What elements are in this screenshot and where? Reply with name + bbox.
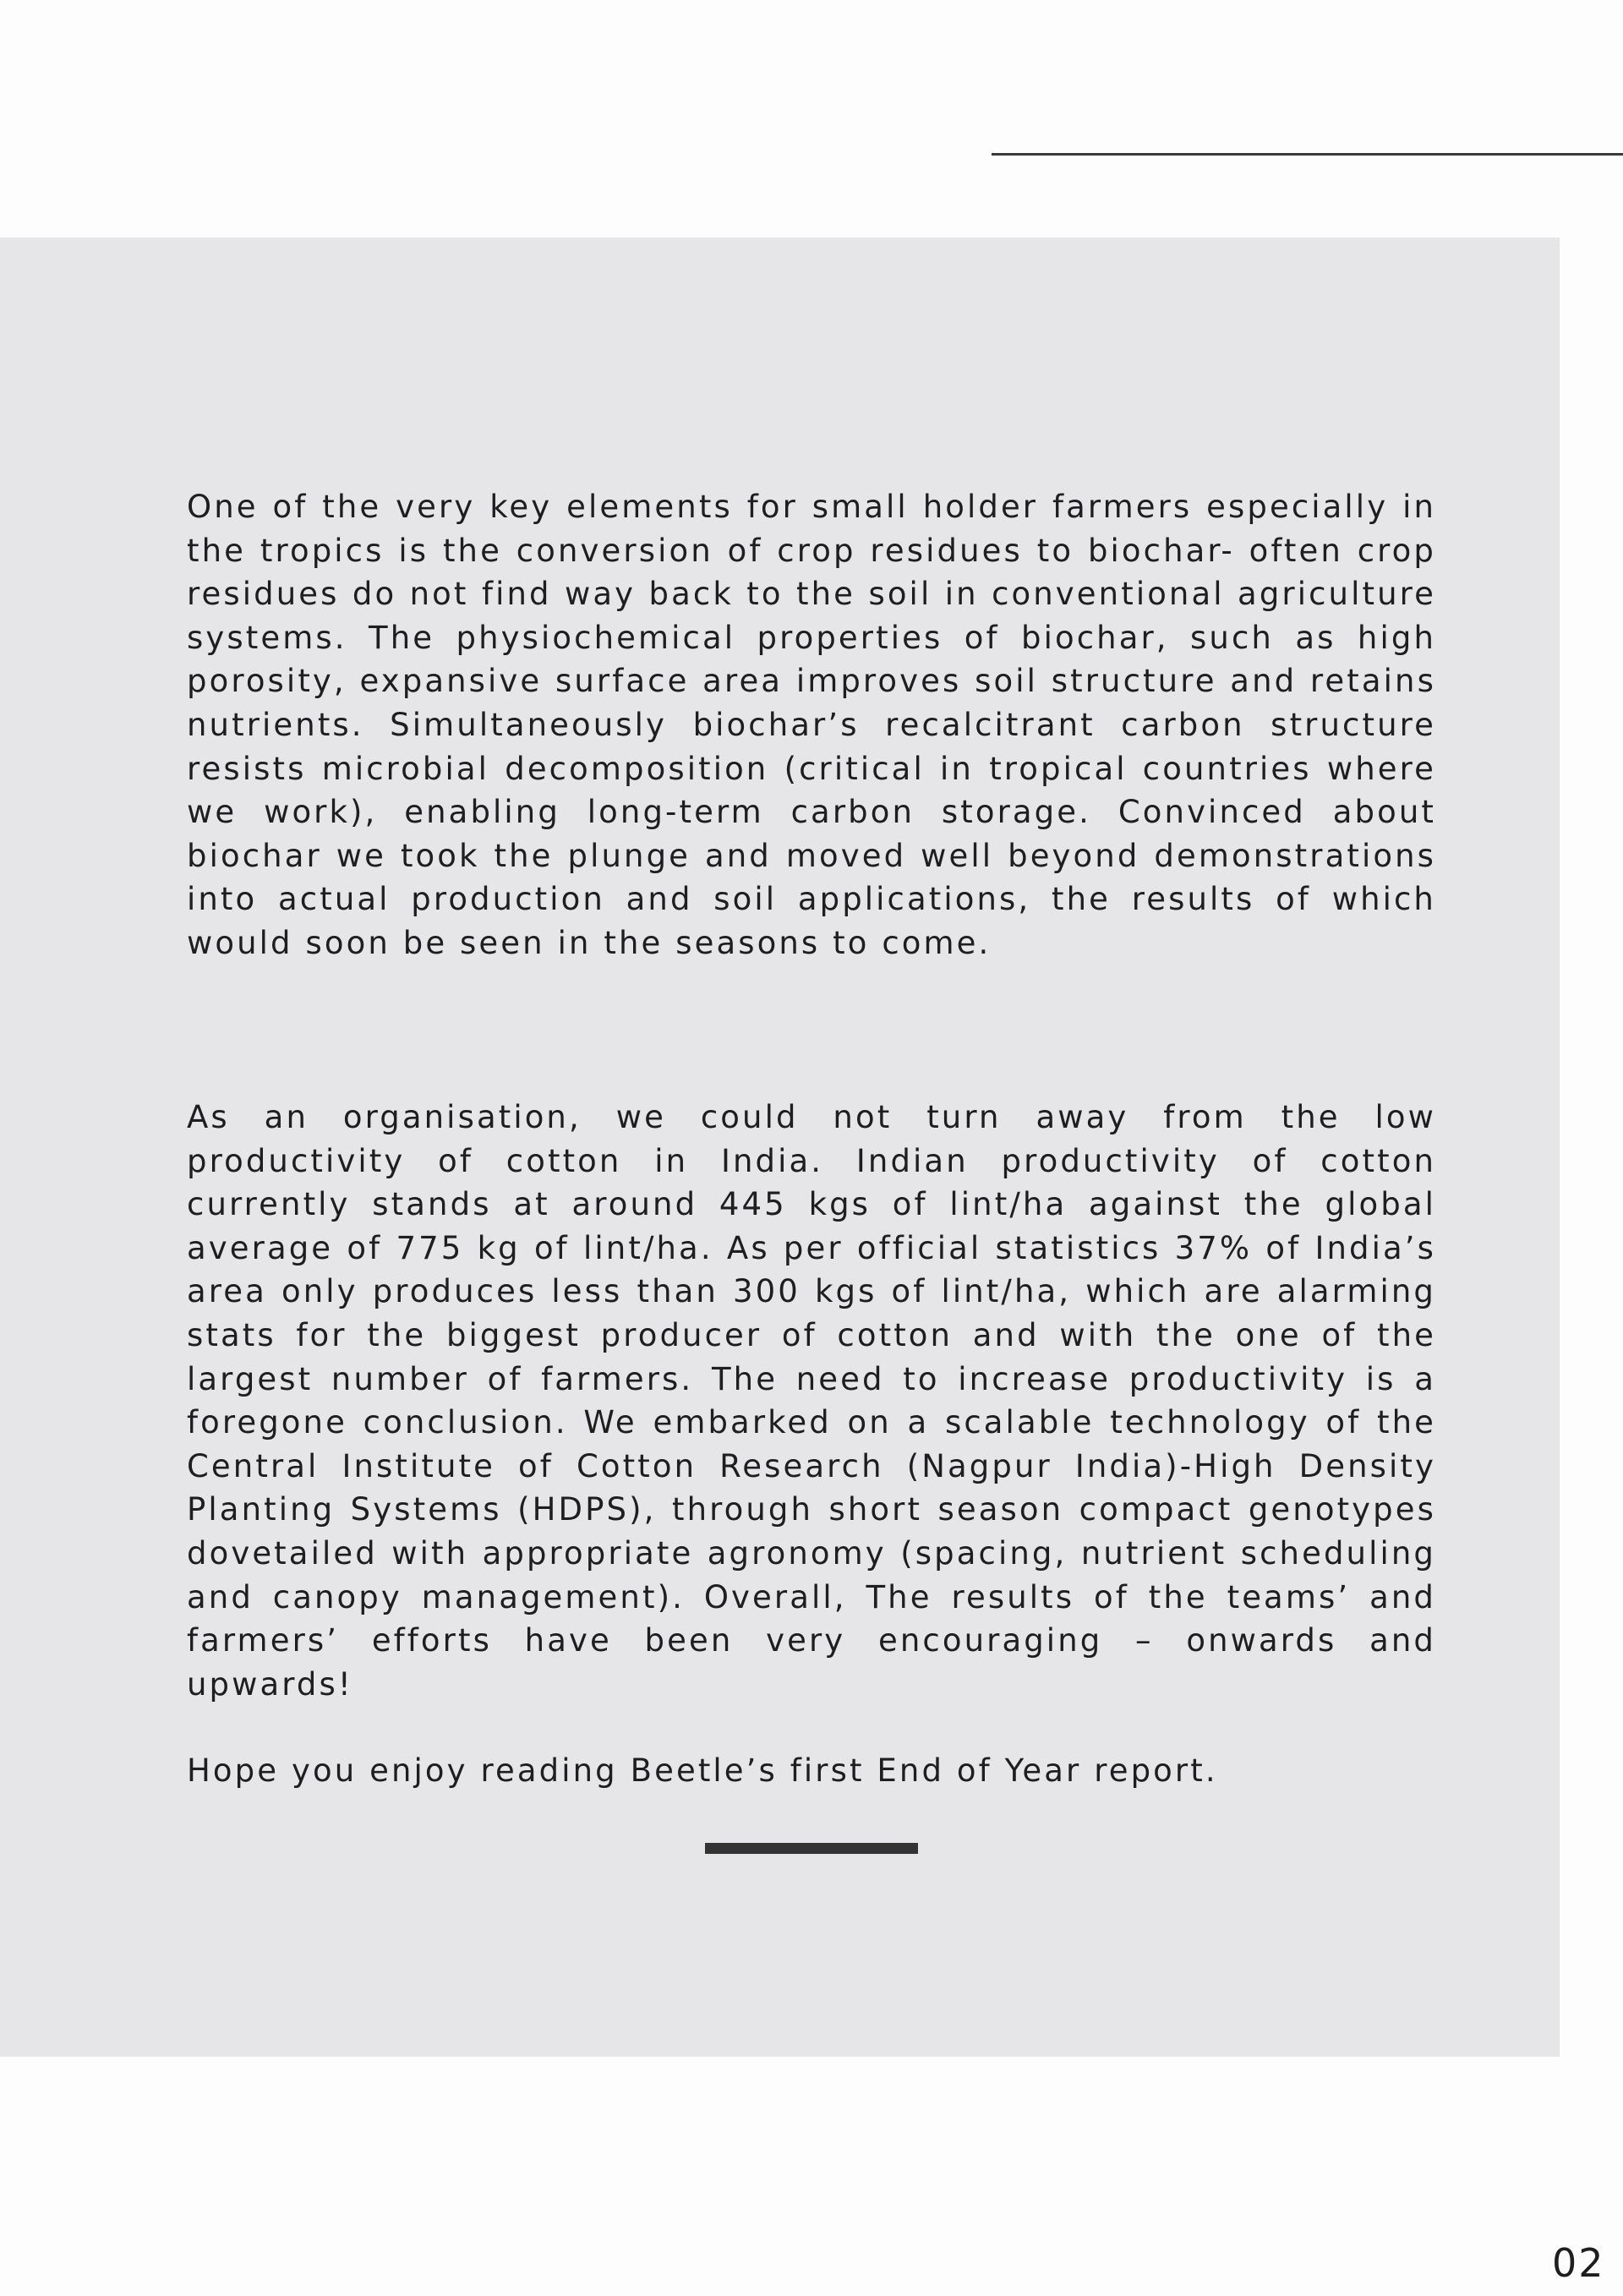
paragraph-cotton-productivity: As an organisation, we could not turn away from the low productivity of cotton in India. Indian productivity of cotton currently stands at around 445 kgs of lint/ha against the global average of 775 kg of lint/ha. As per official statistics 37% of India’s area only produces less than 300 kgs of lint/ha, which are alarming stats for the biggest producer of cotton and with the one of the largest number of farmers. The need to increase productivity is a foregone conclusion. We embarked on a scalable technology of the Central Institute of Cotton Research (Nagpur India)-High Density Planting Systems (HDPS), through short season compact genotypes dovetailed with appropriate agronomy (spacing, nutrient scheduling and canopy management). Overall, The results of the teams’ and farmers’ efforts have been very encouraging – onwards and upwards!	[187, 1099, 1436, 1703]
closing-line: Hope you enjoy reading Beetle’s first End of Year report.	[187, 1752, 1218, 1789]
section-divider	[705, 1843, 918, 1854]
page-number: 02	[1552, 2240, 1605, 2286]
paragraph-biochar: One of the very key elements for small holder farmers especially in the tropics is the conversion of crop residues to biochar- often crop residues do not find way back to the soil in conventional agriculture systems. The physiochemical properties of biochar, such as high porosity, expansive surface area improves soil structure and retains nutrients. Simultaneously biochar’s recalcitrant carbon structure resists microbial decomposition (critical in tropical countries where we work), enabling long-term carbon storage. Convinced about biochar we took the plunge and moved well beyond demonstrations into actual production and soil applications, the results of which would soon be seen in the seasons to come.	[187, 489, 1436, 961]
header-rule	[992, 153, 1623, 156]
